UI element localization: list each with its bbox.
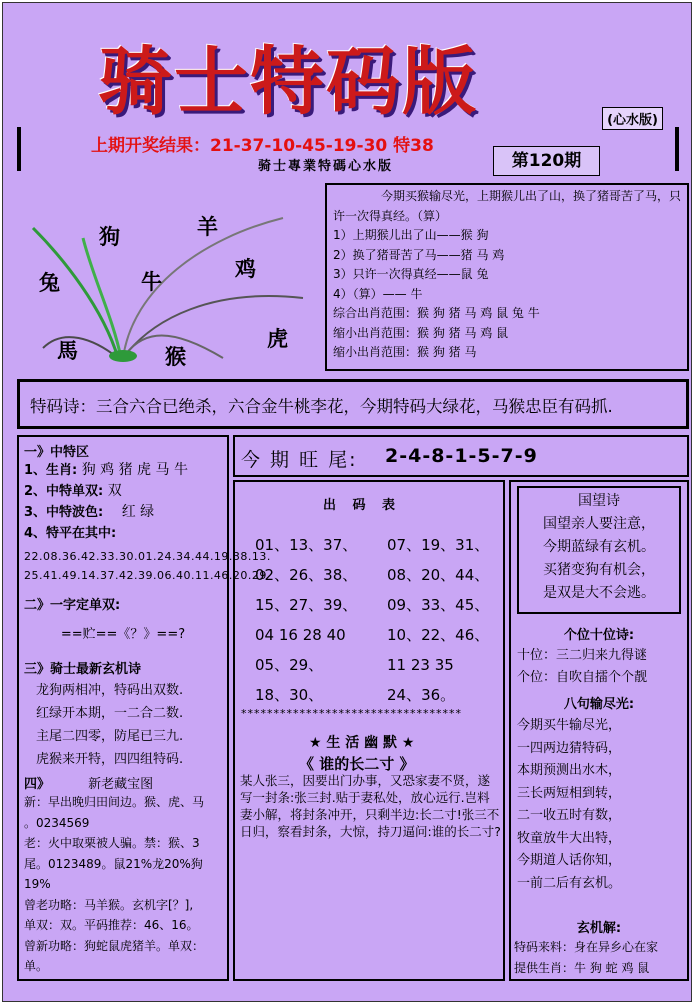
humor-heading: ★ 生 活 幽 默 ★ [309,735,415,751]
riddle-line: 4）（算）—— 牛 [333,286,423,301]
header-bar-right [675,127,679,171]
subtitle: 骑士專業特碼心水版 [258,159,394,174]
section-1-item: 4、特平在其中: [24,526,117,541]
section-1-item: 2、中特单双: 双 [24,483,122,499]
zodiac-monkey: 猴 [165,344,186,369]
riddle-line: 缩小出肖范围：猴 狗 猪 马 [333,345,477,359]
section-2-text: ==贮==《？》==? [60,627,186,642]
xuanji-lines: 特码来料：身在异乡心在家 提供生肖：牛 狗 蛇 鸡 鼠 [514,940,659,975]
tail-value: 2-4-8-1-5-7-9 [385,445,538,467]
issue-number: 第120期 [493,146,600,176]
zodiac-rooster: 鸡 [235,256,256,281]
section-1-title: 一》中特区 [24,445,90,460]
riddle-line: 综合出肖范围：猴 狗 猪 马 鸡 鼠 兔 牛 [333,306,540,320]
riddle-intro: 今期买猴输尽光，上期猴儿出了山，换了猪哥苦了马，只许一次得真经。（算） [333,189,682,223]
riddle-line: 2）换了猪哥苦了马——猪 马 鸡 [333,247,505,262]
code-col-1: 01、13、37、 02、26、38、 15、27、39、 04 16 28 40 05、29、 18、30、 [255,536,358,704]
page-title: 骑士特码版 [98,39,478,125]
star-divider: ********************************** [241,707,462,720]
zodiac-horse: 馬 [57,338,78,363]
zodiac-rabbit: 兔 [39,270,60,295]
section-1-item: 3、中特波色: 红 绿 [24,504,155,520]
tail-box [233,435,689,477]
zodiac-ox: 牛 [141,269,162,294]
section-2-title: 二》一字定单双: [24,598,121,613]
national-poem-title: 国望诗 [578,493,620,509]
eight-lines-title: 八句输尽光: [563,697,635,712]
digit-poem-title: 个位十位诗: [563,628,635,643]
riddle-line: 缩小出肖范围：猴 狗 猪 马 鸡 鼠 [333,325,509,340]
page [2,2,692,1002]
digit-poem: 十位：三二归来九得谜 个位：自吹自擂个个靓 [517,648,648,685]
right-column [509,480,689,981]
header-bar-left [17,127,21,171]
last-result: 上期开奖结果：21-37-10-45-19-30 特38 [91,136,434,156]
national-poem-box: 国望诗 国望亲人要注意， 今期蓝绿有玄机。 买猪变狗有机会， 是双是大不会逃。 [517,486,681,614]
xuanji-title: 玄机解: [576,921,622,936]
zodiac-goat: 羊 [197,214,218,239]
riddle-line: 1）上期猴儿出了山——猴 狗 [333,228,489,242]
left-column [17,435,271,981]
humor-body: 某人张三，因要出门办事，又恐家妻不贤，遂写一封条:张三封.贴于妻私处，放心远行.岂料妻小解，将封条冲开，只剩半边:长二寸!张三不日归，察看封条，大惊，持刀逼问:谁的长二寸? [240,773,501,839]
middle-column [233,480,505,981]
number-list: 22.08.36.42.33.30.01.24.34.44.19.38.13. [24,550,271,563]
code-col-2: 07、19、31、 08、20、44、 09、33、45、 10、22、46、 11 23 35 24、36。 [387,536,490,704]
section-1-item: 1、生肖: 狗 鸡 猪 虎 马 牛 [24,462,188,478]
special-poem: 特码诗：三合六合已绝杀，六合金牛桃李花，今期特码大绿花，马猴忠臣有码抓. [30,397,613,416]
number-list: 25.41.49.14.37.42.39.06.40.11.46.20.29 [24,569,267,582]
special-poem-box [17,379,689,429]
eight-lines-poem: 今期买牛输尽光， 一四两边猜特码， 本期预测出水木， 三长两短相到转， 二一收五时有数， 牧童放牛大出特， 今期道人话你知， 一前二后有玄机。 [517,718,622,891]
section-3-title: 三》骑士最新玄机诗 [24,662,142,677]
tail-label: 今 期 旺 尾: [241,449,358,471]
code-table-title: 出 码 表 [323,498,402,513]
zodiac-tiger: 虎 [267,326,288,351]
humor-title: 《 谁的长二寸 》 [299,755,415,773]
edition-label: (心水版) [602,107,663,130]
riddle-box [325,183,689,371]
section-3-poem: 龙狗两相冲，特码出双数. 红绿开本期，一二合二数. 主尾二四零，防尾已三九. 虎猴来开特，四四组特码. [36,683,184,767]
riddle-line: 3）只许一次得真经——鼠 兔 [333,267,489,281]
section-4-lines: 新：早出晚归田间边。猴、虎、马 。0234569 老：火中取栗被人骗。禁：猴、3 尾。0123489。鼠21%龙20%狗19% 曾老功略：马羊猴。玄机字[？], 单双：双。平码推荐：46、16。 曾新功略：狗蛇鼠虎猪羊。单双： 单。 [24,795,205,973]
zodiac-dog: 狗 [99,224,120,249]
section-4-header: 四》 新老藏宝图 [24,777,154,792]
